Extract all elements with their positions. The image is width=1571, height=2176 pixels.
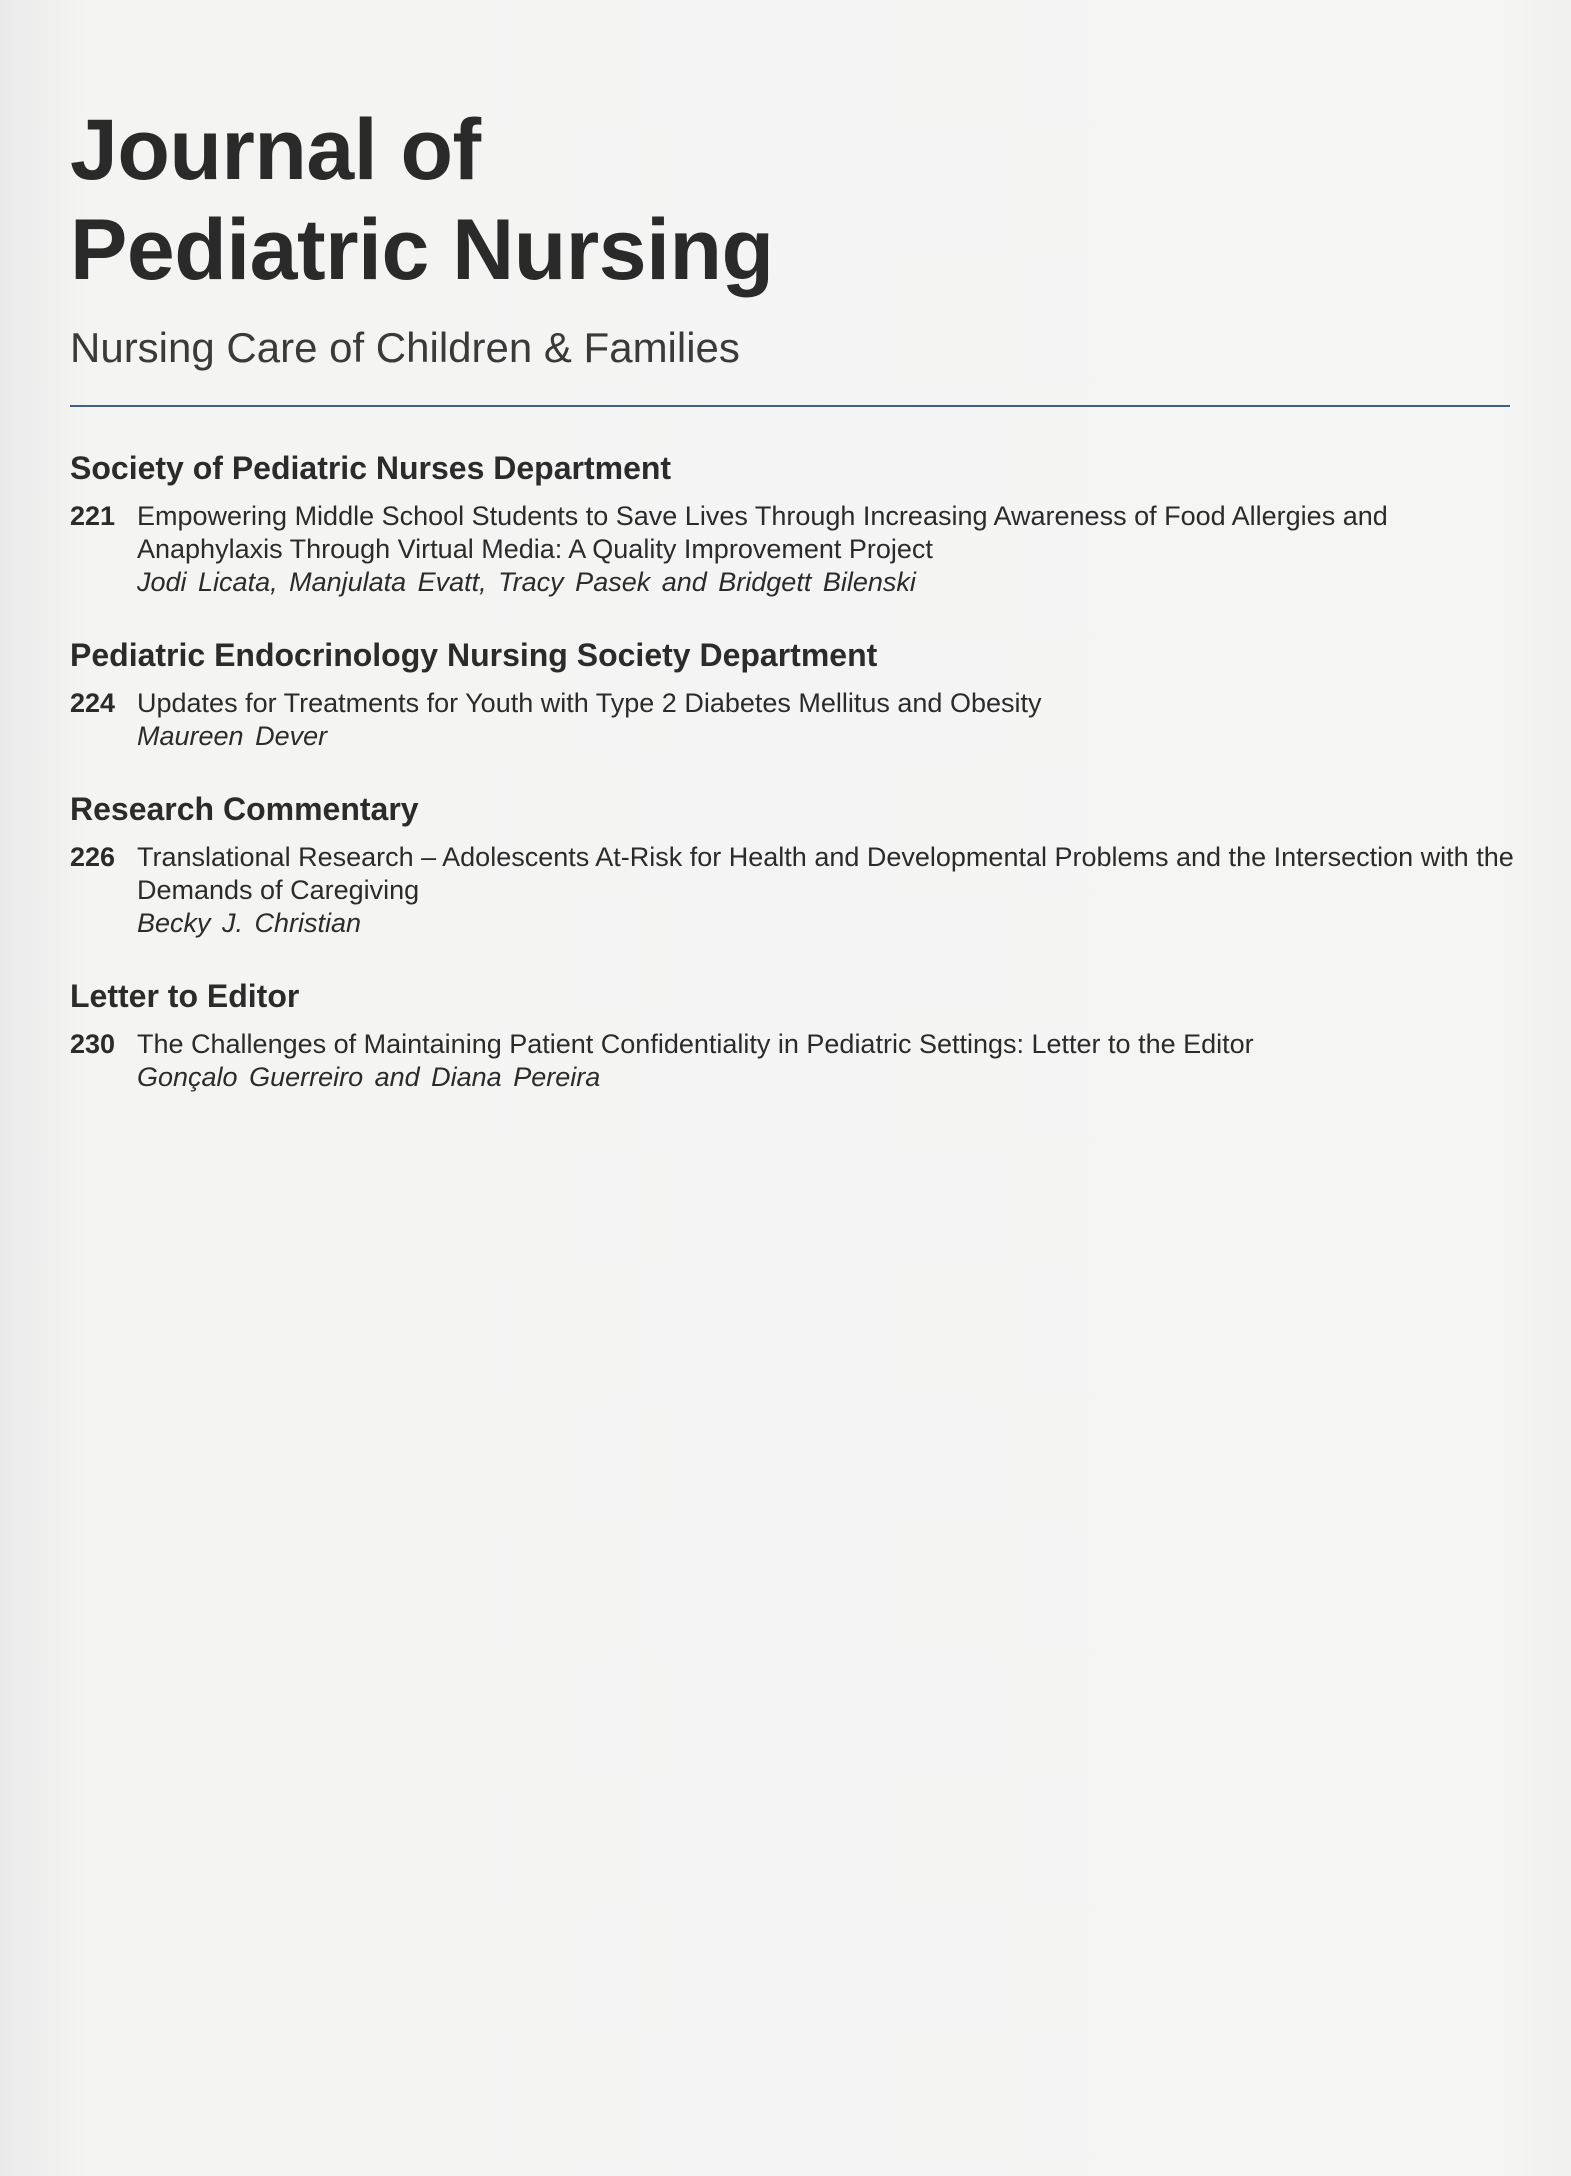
toc-section-pens-department [70,633,1515,753]
entry-body [137,841,1515,940]
masthead [70,100,1510,374]
article-authors: Becky J. Christian [137,908,362,938]
toc-section-spn-department [70,446,1515,599]
journal-title [70,100,1510,300]
article-title[interactable]: Translational Research – Adolescents At-Risk for Health and Developmental Problems and the Intersection with the Demands of Caregiving [137,842,1514,905]
journal-subtitle: Nursing Care of Children & Families [70,324,740,371]
entry-page-number: 221 [70,501,116,531]
section-heading: Society of Pediatric Nurses Department [70,450,672,486]
article-authors: Gonçalo Guerreiro and Diana Pereira [137,1062,601,1092]
journal-title-line-2: Pediatric Nursing [70,202,774,298]
header-divider [70,405,1510,407]
section-heading: Letter to Editor [70,978,300,1014]
toc-entry[interactable] [70,841,1515,940]
entry-body [137,500,1515,599]
toc-section-research-commentary [70,787,1515,940]
entry-page-number: 230 [70,1029,116,1059]
article-title[interactable]: The Challenges of Maintaining Patient Confidentiality in Pediatric Settings: Letter to the Editor [137,1029,1254,1059]
section-heading: Research Commentary [70,791,419,827]
article-title[interactable]: Empowering Middle School Students to Save Lives Through Increasing Awareness of Food Allergies and Anaphylaxis Through Virtual Media: A Quality Improvement Project [137,501,1388,564]
article-authors: Maureen Dever [137,721,328,751]
toc-section-letter-to-editor [70,974,1515,1094]
entry-page-number: 226 [70,842,116,872]
toc-entry[interactable] [70,1028,1515,1094]
section-heading: Pediatric Endocrinology Nursing Society Department [70,637,878,673]
entry-body [137,1028,1515,1094]
table-of-contents [70,446,1515,1128]
entry-page-number: 224 [70,688,116,718]
entry-body [137,687,1515,753]
article-authors: Jodi Licata, Manjulata Evatt, Tracy Pasek and Bridgett Bilenski [137,567,916,597]
toc-entry[interactable] [70,500,1515,599]
journal-title-line-1: Journal of [70,102,481,198]
article-title[interactable]: Updates for Treatments for Youth with Type 2 Diabetes Mellitus and Obesity [137,688,1042,718]
toc-entry[interactable] [70,687,1515,753]
